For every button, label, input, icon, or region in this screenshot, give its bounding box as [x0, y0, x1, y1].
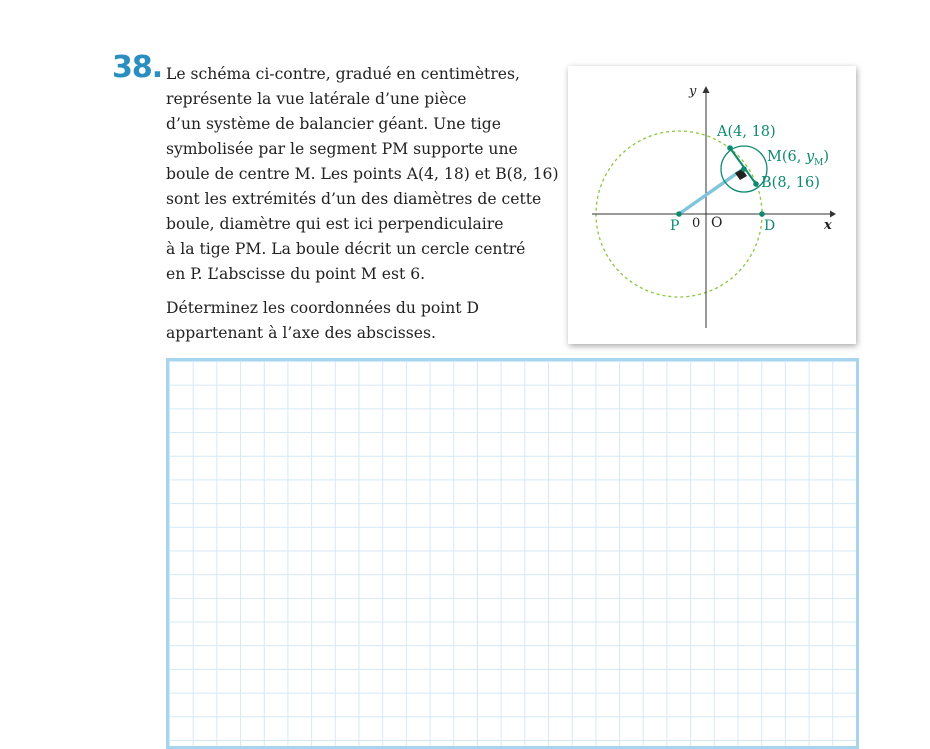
statement-line: symbolisée par le segment PM supporte une — [166, 140, 518, 158]
answer-grid[interactable] — [166, 358, 859, 749]
point-b — [753, 181, 759, 187]
y-axis-arrow — [703, 86, 710, 93]
label-m-suffix: ) — [823, 149, 830, 165]
figure-svg — [568, 66, 856, 344]
question-line: Déterminez les coordonnées du point D — [166, 299, 480, 317]
rod-pm — [679, 169, 743, 214]
label-m-prefix: M(6, — [767, 149, 806, 165]
label-m — [767, 149, 829, 168]
label-m-var: y — [805, 149, 815, 165]
point-p — [676, 211, 682, 217]
diameter-ab — [730, 148, 756, 184]
label-b: B(8, 16) — [761, 175, 820, 191]
label-m-sub: M — [814, 158, 824, 168]
statement-line: à la tige PM. La boule décrit un cercle centré — [166, 240, 526, 258]
statement-line: Le schéma ci-contre, gradué en centimètres, — [166, 65, 520, 83]
point-a — [727, 145, 733, 151]
label-d: D — [764, 218, 776, 234]
point-d — [759, 211, 765, 217]
point-m — [741, 166, 747, 172]
label-origin: O — [711, 215, 723, 231]
statement-line: sont les extrémités d’un des diamètres de cette — [166, 190, 542, 208]
exercise-number: 38. — [112, 50, 163, 85]
y-axis-label: y — [689, 84, 697, 99]
statement-line: boule, diamètre qui est ici perpendiculaire — [166, 215, 504, 233]
x-axis-label: x — [824, 218, 832, 233]
label-zero: 0 — [692, 216, 701, 231]
statement-line: représente la vue latérale d’une pièce — [166, 90, 467, 108]
statement-line: en P. L’abscisse du point M est 6. — [166, 265, 426, 283]
statement-line: d’un système de balancier géant. Une tige — [166, 115, 501, 133]
label-a: A(4, 18) — [717, 124, 776, 140]
geometry-figure — [568, 66, 856, 344]
statement-line: boule de centre M. Les points A(4, 18) et B(8, 16) — [166, 165, 559, 183]
question-line: appartenant à l’axe des abscisses. — [166, 324, 436, 342]
exercise-statement — [166, 62, 566, 346]
label-p: P — [670, 218, 680, 234]
x-axis-arrow — [830, 211, 836, 218]
